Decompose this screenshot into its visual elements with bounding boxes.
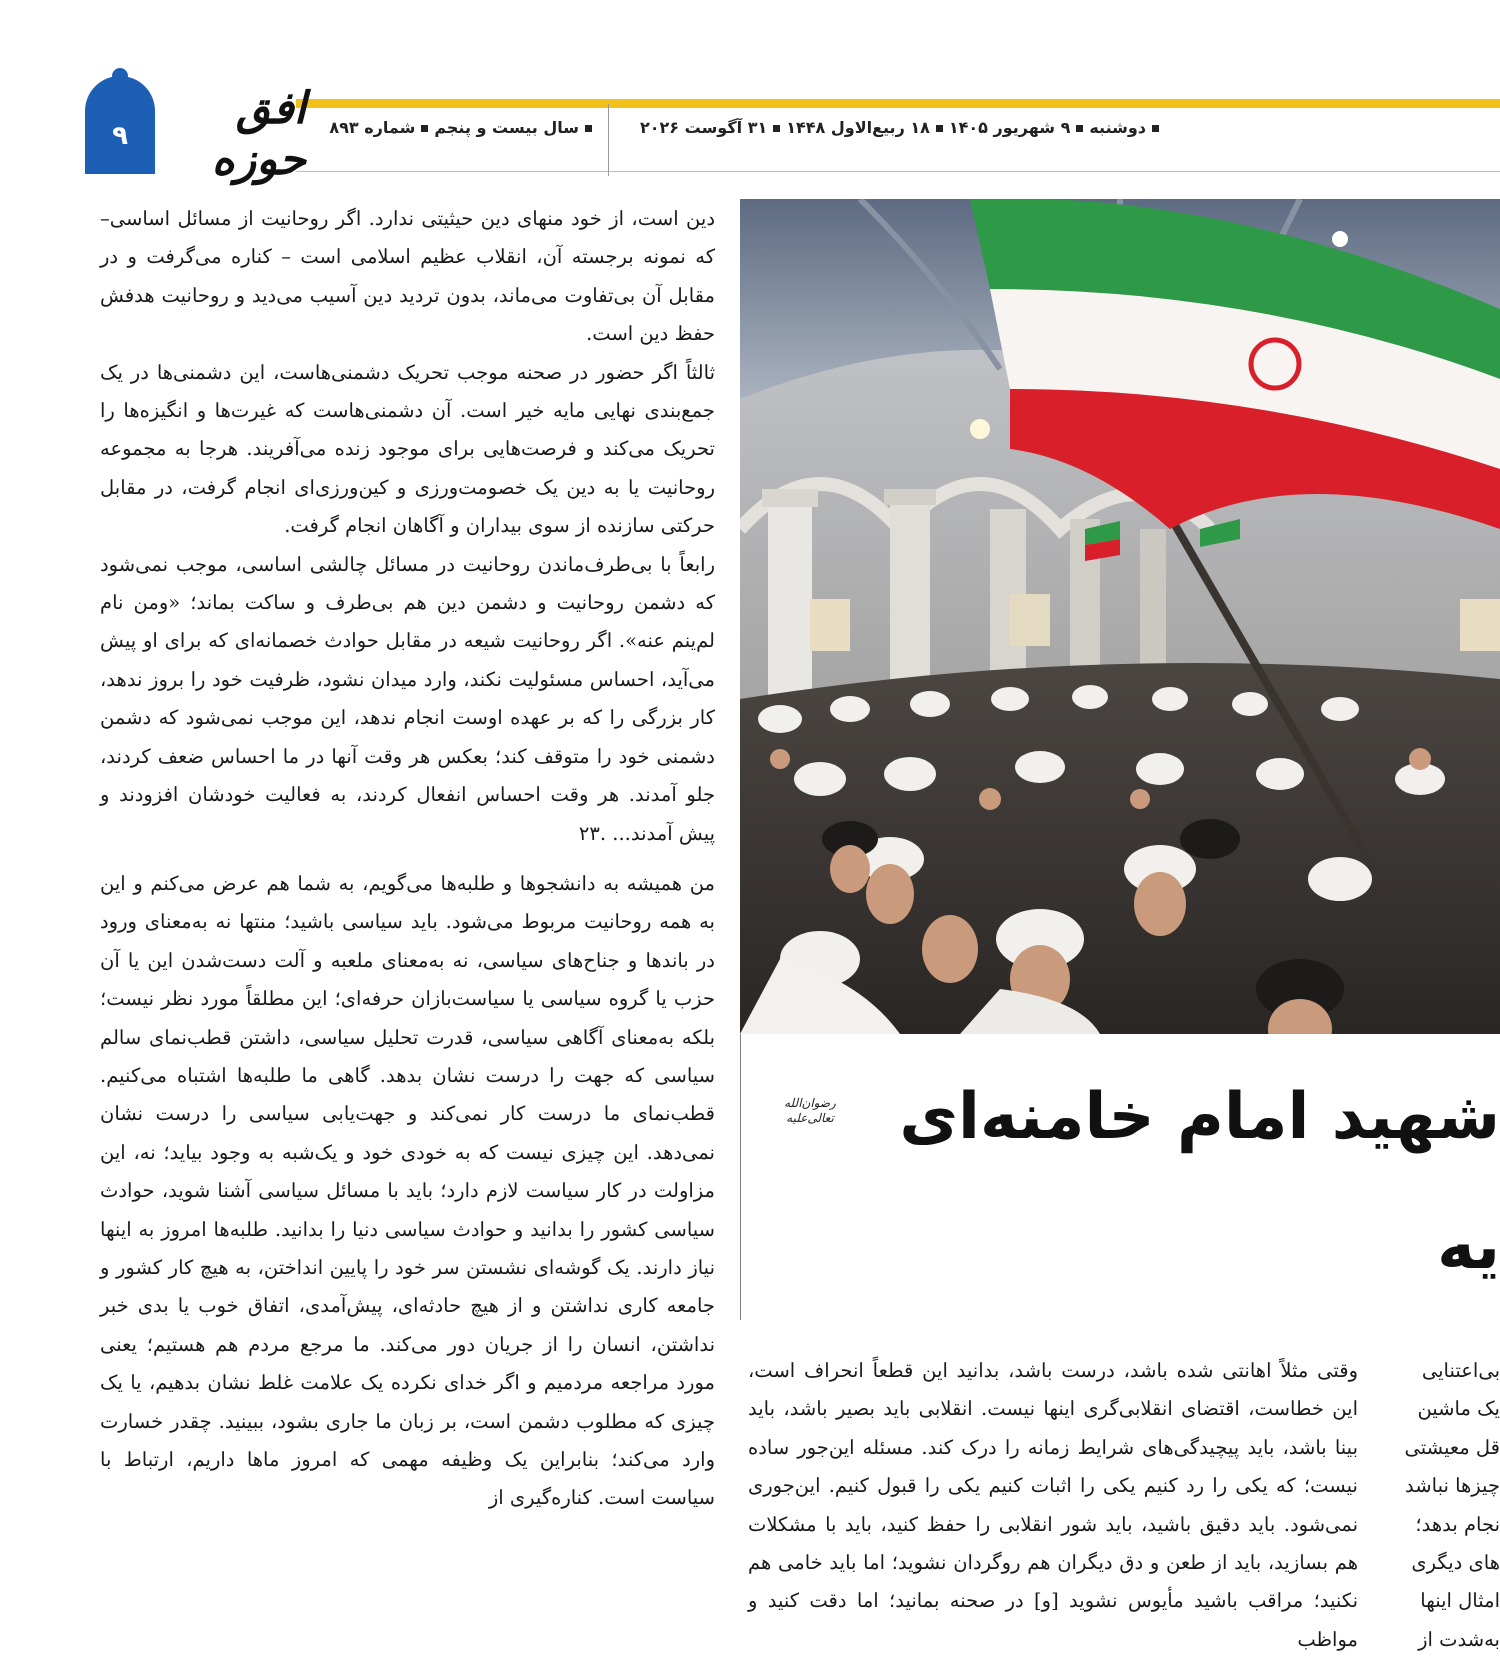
header-divider <box>608 104 609 176</box>
crowd-photo-image <box>740 199 1500 1034</box>
article-paragraph: دین است، از خود منهای دین حیثیتی ندارد. اگر روحانیت از مسائل اساسی– که نمونه برجسته آن، انقلاب عظیم اسلامی است – کناره می‌گرفت و در مقابل آن بی‌تفاوت می‌ماند، بدون تردید دین آسیب می‌دید و روحانیت هدفش حفظ دین است. <box>100 207 715 346</box>
column-line: به‌شدت از <box>1418 1627 1500 1651</box>
column-line: چیزها نباشد <box>1405 1474 1500 1498</box>
column-line: های دیگری <box>1411 1551 1500 1575</box>
article-paragraph: ثالثاً اگر حضور در صحنه موجب تحریک دشمنی‌هاست، این دشمنی‌ها در یک جمع‌بندی نهایی مایه خیر است. آن دشمنی‌هاست که غیرت‌ها و انگیزه‌ها را تحریک می‌کند و فرصت‌هایی برای موجود زنده می‌آفریند. هرجا به مجموعه روحانیت یا به دین یک خصومت‌ورزی و کین‌ورزی‌ای انجام گرفت، در مقابل حرکتی سازنده از سوی بیداران و آگاهان انجام گرفت. <box>100 360 715 538</box>
headline-line-2: یه <box>1437 1210 1500 1284</box>
column-divider <box>740 1034 741 1320</box>
article-paragraph: رابعاً با بی‌طرف‌ماندن روحانیت در مسائل چالشی اساسی، موجب نمی‌شود که دشمن روحانیت و دشمن دین هم بی‌طرف و ساکت بماند؛ «ومن نام لم‌ینم عنه». اگر روحانیت شیعه در مقابل حوادث خصمانه‌ای که برای او پیش می‌آید، احساس مسئولیت نکند، وارد میدان نشود، ظرفیت خود را بروز ندهد، کار بزرگی را که بر عهده اوست انجام ندهد، این موجب نمی‌شود که دشمن دشمنی خود را متوقف کند؛ بعکس هر وقت آنها در ما احساس ضعف کردند، جلو آمدند. هر وقت احساس انفعال کردند، به فعالیت خودشان افزودند و پیش آمدند... .۲۳ <box>100 552 715 845</box>
bullet-icon <box>1076 125 1083 132</box>
column-line: نجام بدهد؛ <box>1415 1512 1500 1536</box>
page-number-badge <box>85 76 155 174</box>
page-number: ۹ <box>112 121 128 151</box>
issue-number: شماره ۸۹۳ <box>329 118 416 137</box>
column-line: بی‌اعتنایی <box>1421 1359 1500 1382</box>
article-column-middle: وقتی مثلاً اهانتی شده باشد، درست باشد، بدانید این قطعاً انحراف است، این خطاست، اقتضای انقلابی‌گری اینها نیست. انقلابی باید بصیر باشد، باید بینا باشد، باید پیچیدگی‌های شرایط زمانه را درک کند. مسئله این‌جور ساده نیست؛ که یکی را رد کنیم یکی را اثبات کنیم یکی را قبول کنیم. این‌جوری نمی‌شود. باید دقیق باشید، باید شور انقلابی را حفظ کنید، باید با مشکلات هم بسازید، باید از طعن و دق دیگران هم روگردان نشوید؛ اما باید خامی هم نکنید؛ مراقب باشید مأیوس نشوید [و] در صحنه بمانید؛ اما دقت کنید و مواظب <box>748 1359 1358 1651</box>
column-line: قل معیشتی <box>1404 1435 1500 1459</box>
weekday: دوشنبه <box>1089 118 1146 137</box>
headline-line-1: شهید امام خامنه‌ای <box>899 1080 1500 1154</box>
column-line: یک ماشین <box>1417 1397 1500 1421</box>
bullet-icon <box>1152 125 1159 132</box>
publication-logo: افق حوزه <box>211 83 306 185</box>
issue-info <box>318 118 598 137</box>
date-lunar: ۱۸ ربیع‌الاول ۱۴۴۸ <box>786 118 930 137</box>
bullet-icon <box>773 125 780 132</box>
column-line: امثال اینها <box>1420 1589 1500 1613</box>
bullet-icon <box>936 125 943 132</box>
header-bottom-rule <box>296 171 1500 172</box>
date-solar: ۹ شهریور ۱۴۰۵ <box>948 118 1071 137</box>
article-column-far-right <box>1386 1352 1500 1659</box>
article-paragraph: من همیشه به دانشجوها و طلبه‌ها می‌گویم، به شما هم عرض می‌کنم و این به همه روحانیت مربوط می‌شود. باید سیاسی باشید؛ منتها نه به‌معنای ورود در باندها و جناح‌های سیاسی، نه به‌معنای ملعبه و آلت دست‌شدن این یا آن حزب یا گروه سیاسی یا سیاست‌بازان حرفه‌ای؛ این مطلقاً مورد نظر نیست؛ بلکه به‌معنای آگاهی سیاسی، قدرت تحلیل سیاسی، داشتن قطب‌نمای سالم سیاسی که جهت را درست نشان بدهد. گاهی ما طلبه‌ها اشتباه می‌کنیم. قطب‌نمای ما درست کار نمی‌کند و جهت‌یابی سیاسی را درست نشان نمی‌دهد. این چیزی نیست که به خودی خود و یک‌شبه به وجود بیاید؛ نه، این مزاولت در کار سیاست لازم دارد؛ باید با مسائل سیاسی آشنا شوید، حوادث سیاسی کشور را بدانید و حوادث سیاسی دنیا را بدانید. طلبه‌ها امروز به اینها نیاز دارند. یک گوشه‌ای نشستن سر خود را پایین انداختن، به هیچ کار کشور و جامعه کاری نداشتن و از هیچ حادثه‌ای، پیش‌آمدی، اتفاق خوب یا بدی خبر نداشتن، انسان را از جریان دور می‌کند. ما مرجع مردم هم هستیم؛ یعنی مورد مراجعه مردمیم و اگر خدای نکرده یک علامت غلط نشان بدهیم، یا یک چیزی که مطلوب دشمن است، بر زبان ما جاری بشود، ببینید. چقدر خسارت وارد می‌کند؛ بنابراین یک وظیفه مهمی که امروز ماها داریم، ارتباط با سیاست است. کناره‌گیری از <box>100 871 715 1510</box>
bullet-icon <box>585 125 592 132</box>
date-line <box>625 118 1165 137</box>
date-gregorian: ۳۱ آگوست ۲۰۲۶ <box>640 118 768 137</box>
honorific-calligraphy: رضوان‌الله تعالی‌علیه <box>784 1096 836 1125</box>
header-accent-rule <box>296 99 1500 108</box>
volume-label: سال بیست و پنجم <box>434 118 579 137</box>
article-column-left <box>100 200 715 1518</box>
bullet-icon <box>421 125 428 132</box>
crowd-photo <box>740 199 1500 1034</box>
